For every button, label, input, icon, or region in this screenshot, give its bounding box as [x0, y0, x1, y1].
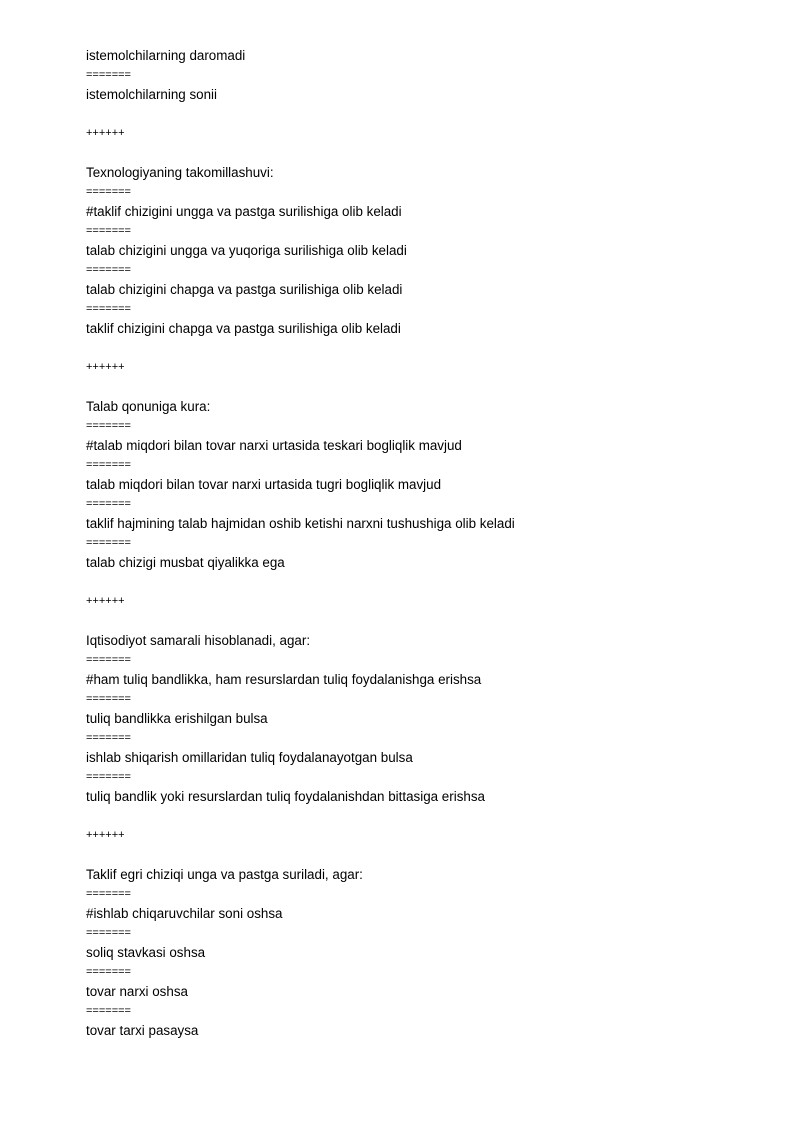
blank-line	[86, 573, 766, 593]
separator-line: =======	[86, 731, 131, 744]
text-line: taklif chizigini chapga va pastga surilishiga olib keladi	[86, 321, 401, 336]
separator-line: =======	[86, 263, 131, 276]
separator-line: =======	[86, 926, 131, 939]
text-line: #ham tuliq bandlikka, ham resurslardan tuliq foydalanishga erishsa	[86, 672, 482, 687]
blank-line	[86, 807, 766, 827]
text-line: Iqtisodiyot samarali hisoblanadi, agar:	[86, 633, 311, 648]
text-line: tovar tarxi pasaysa	[86, 1023, 199, 1038]
separator-line: =======	[86, 224, 131, 237]
separator-line: =======	[86, 887, 131, 900]
blank-line	[86, 612, 766, 632]
text-line: istemolchilarning sonii	[86, 87, 217, 102]
text-line: #ishlab chiqaruvchilar soni oshsa	[86, 906, 283, 921]
separator-line: =======	[86, 536, 131, 549]
blank-line	[86, 144, 766, 164]
text-line: Talab qonuniga kura:	[86, 399, 211, 414]
separator-line: =======	[86, 419, 131, 432]
separator-line: ++++++	[86, 127, 125, 139]
separator-line: ++++++	[86, 595, 125, 607]
text-line: talab chizigini ungga va yuqoriga surilishiga olib keladi	[86, 243, 407, 258]
separator-line: =======	[86, 68, 131, 81]
separator-line: =======	[86, 965, 131, 978]
text-line: Texnologiyaning takomillashuvi:	[86, 165, 274, 180]
text-line: tovar narxi oshsa	[86, 984, 188, 999]
separator-line: =======	[86, 692, 131, 705]
blank-line	[86, 378, 766, 398]
text-line: soliq stavkasi oshsa	[86, 945, 206, 960]
text-line: talab chizigini chapga va pastga surilishiga olib keladi	[86, 282, 403, 297]
separator-line: =======	[86, 1004, 131, 1017]
blank-line	[86, 339, 766, 359]
separator-line: =======	[86, 185, 131, 198]
separator-line: =======	[86, 497, 131, 510]
separator-line: =======	[86, 302, 131, 315]
text-line: istemolchilarning daromadi	[86, 48, 246, 63]
text-line: talab miqdori bilan tovar narxi urtasida tugri bogliqlik mavjud	[86, 477, 442, 492]
text-line: ishlab shiqarish omillaridan tuliq foydalanayotgan bulsa	[86, 750, 413, 765]
text-line: Taklif egri chiziqi unga va pastga suriladi, agar:	[86, 867, 363, 882]
text-line: tuliq bandlikka erishilgan bulsa	[86, 711, 268, 726]
text-line: #talab miqdori bilan tovar narxi urtasida teskari bogliqlik mavjud	[86, 438, 462, 453]
blank-line	[86, 846, 766, 866]
separator-line: ++++++	[86, 361, 125, 373]
separator-line: =======	[86, 653, 131, 666]
text-line: #taklif chizigini ungga va pastga surilishiga olib keladi	[86, 204, 402, 219]
blank-line	[86, 105, 766, 125]
text-line: talab chizigi musbat qiyalikka ega	[86, 555, 285, 570]
document-page	[86, 46, 766, 1041]
separator-line: =======	[86, 770, 131, 783]
separator-line: ++++++	[86, 829, 125, 841]
text-line: tuliq bandlik yoki resurslardan tuliq foydalanishdan bittasiga erishsa	[86, 789, 485, 804]
separator-line: =======	[86, 458, 131, 471]
text-line: taklif hajmining talab hajmidan oshib ketishi narxni tushushiga olib keladi	[86, 516, 515, 531]
